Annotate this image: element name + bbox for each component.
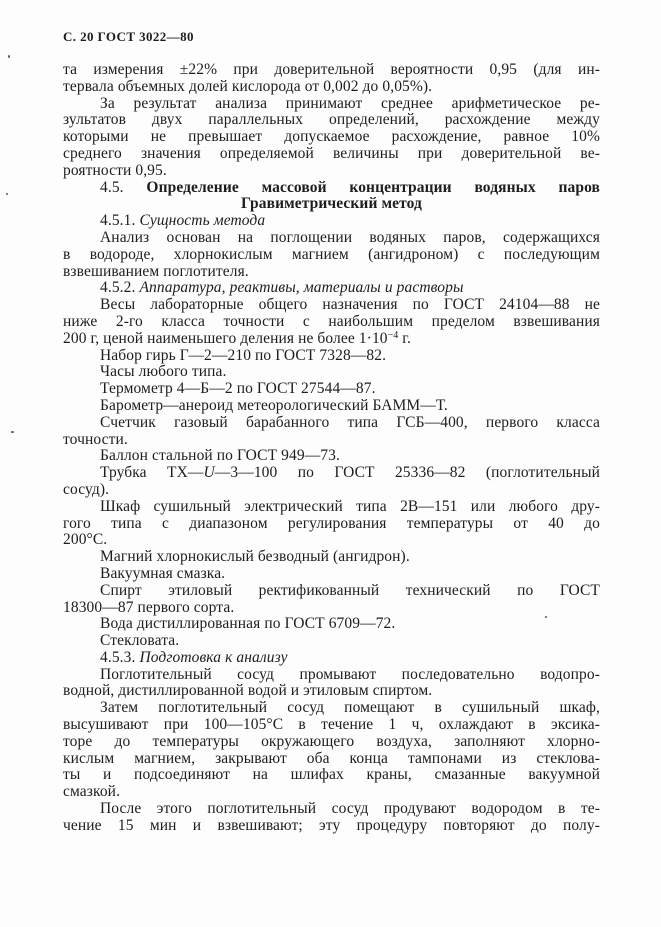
text-line: в водороде, хлорнокислым магнием (ангидроном) с последующим (63, 245, 600, 263)
page-header: С. 20 ГОСТ 3022—80 (63, 29, 194, 44)
scan-speck (545, 616, 547, 618)
section-heading: 4.5. Определение массовой концентрации водяных паров (100, 178, 600, 196)
text-line: Часы любого типа. (100, 363, 227, 381)
text-line: точности. (63, 430, 128, 448)
text-line: Счетчик газовый барабанного типа ГСБ—400, первого класса (100, 413, 600, 431)
subsection-heading: 4.5.1. Сущность метода (100, 212, 266, 230)
text-line: Вакуумная смазка. (100, 564, 226, 582)
text-line: Спирт этиловый ректификованный технический по ГОСТ (100, 581, 600, 599)
text-line: чение 15 мин и взвешивают; эту процедуру повторяют до полу- (63, 816, 600, 834)
text-line: та измерения ±22% при доверительной вероятности 0,95 (для ин- (63, 61, 600, 78)
text-line: тервала объемных долей кислорода от 0,002 до 0,05%). (63, 77, 433, 95)
text-line: кислым магнием, закрывают оба конца тампонами из стеклова- (63, 749, 600, 767)
text-line: После этого поглотительный сосуд продувают водородом в те- (100, 800, 600, 818)
text-line: Шкаф сушильный электрический типа 2В—151 или любого дру- (100, 497, 600, 515)
text-line: торе до температуры окружающего воздуха, заполняют хлорно- (63, 732, 600, 750)
subsection-heading: 4.5.2. Аппаратура, реактивы, материалы и растворы (100, 279, 464, 297)
text-line: зультатов двух параллельных определений, расхождение между (63, 111, 600, 129)
text-line: Термометр 4—Б—2 по ГОСТ 27544—87. (100, 380, 376, 398)
text-line: Магний хлорнокислый безводный (ангидрон). (100, 548, 410, 566)
text-line: Вода дистиллированная по ГОСТ 6709—72. (100, 615, 396, 633)
text-line: Трубка ТХ—U—3—100 по ГОСТ 25336—82 (поглотительный (100, 464, 600, 482)
scan-speck (11, 431, 14, 433)
section-heading: Гравиметрический метод (241, 195, 422, 213)
text-line: Набор гирь Г—2—210 по ГОСТ 7328—82. (100, 346, 387, 364)
text-column (63, 62, 600, 835)
text-line: ниже 2-го класса точности с наибольшим пределом взвешивания (63, 312, 600, 330)
text-line: гого типа с диапазоном регулирования температуры от 40 до (63, 514, 600, 532)
text-line: Весы лабораторные общего назначения по ГОСТ 24104—88 не (100, 296, 600, 314)
text-line: взвешиванием поглотителя. (63, 262, 249, 280)
text-line: Поглотительный сосуд промывают последовательно водопро- (100, 665, 600, 683)
text-line: 200 г, ценой наименьшего деления не более $1\cdot 10^{-4}$ г. (63, 329, 411, 347)
text-line: Баллон стальной по ГОСТ 949—73. (100, 447, 340, 465)
scan-speck (6, 193, 8, 195)
text-line: 18300—87 первого сорта. (63, 598, 235, 616)
text-line: роятности 0,95. (63, 161, 167, 179)
text-line: водной, дистиллированной водой и этиловым спиртом. (63, 682, 433, 700)
text-line: сосуд). (63, 480, 110, 498)
scan-speck (8, 55, 10, 58)
subsection-heading: 4.5.3. Подготовка к анализу (100, 648, 288, 666)
text-line: За результат анализа принимают среднее арифметическое ре- (100, 94, 600, 112)
text-line: среднего значения определяемой величины при доверительной ве- (63, 144, 600, 162)
text-line: ты и подсоединяют на шлифах краны, смазанные вакуумной (63, 766, 600, 784)
text-line: Анализ основан на поглощении водяных паров, содержащихся (100, 228, 600, 246)
text-line: которыми не превышает допускаемое расхождение, равное 10% (63, 128, 600, 146)
text-line: смазкой. (63, 783, 121, 801)
text-line: Затем поглотительный сосуд помещают в сушильный шкаф, (100, 699, 600, 717)
text-line: Барометр—анероид метеорологический БАММ—Т. (100, 396, 448, 414)
text-line: 200°С. (63, 531, 108, 549)
text-line: высушивают при 100—105°С в течение 1 ч, охлаждают в эксика- (63, 716, 600, 734)
text-line: Стекловата. (100, 632, 180, 650)
